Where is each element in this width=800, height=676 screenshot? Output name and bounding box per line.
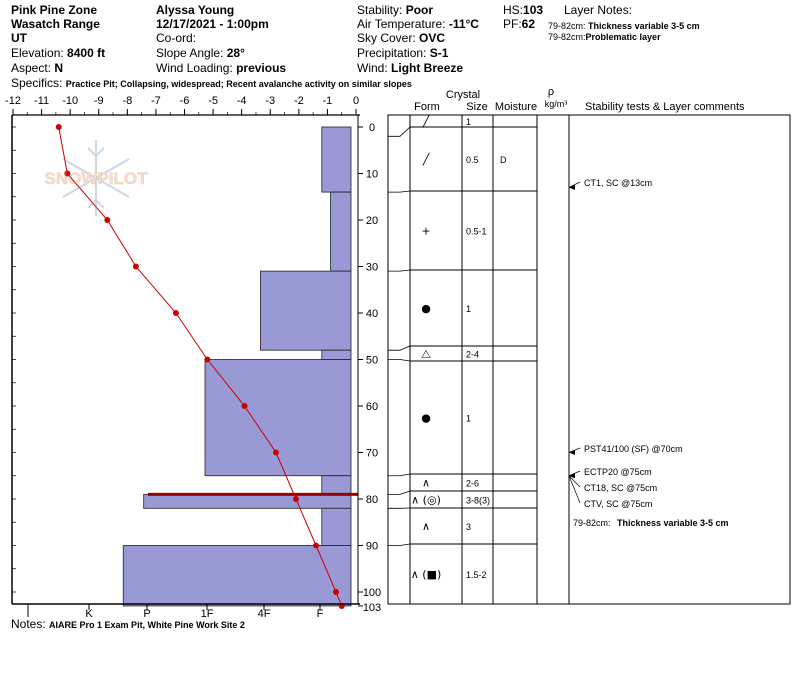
slope-angle-value: 28° <box>226 46 245 60</box>
grain-form: ● <box>421 302 431 315</box>
hardness-bars <box>123 127 358 606</box>
grain-size: 0.5 <box>466 155 479 165</box>
temperature-point <box>273 450 279 456</box>
temperature-point <box>333 589 339 595</box>
depth-tick-label: 90 <box>365 540 379 553</box>
air-temperature-value: -11°C <box>448 17 479 31</box>
aspect-label: Aspect: <box>11 61 52 75</box>
grain-size: 3 <box>466 522 472 532</box>
wind-loading-value: previous <box>236 61 287 75</box>
grain-form: ╱ <box>422 153 430 166</box>
hardness-bar <box>260 271 351 350</box>
layer-comment-depth: 79-82cm: <box>573 518 611 528</box>
air-temperature-label: Air Temperature: <box>357 17 446 31</box>
grain-form: ∧ <box>421 520 431 533</box>
coord-label: Co-ord: <box>156 31 197 45</box>
layer-comment-text: Thickness variable 3-5 cm <box>617 518 729 528</box>
specifics-label: Specifics: <box>11 76 63 90</box>
hardness-tick-label: I <box>26 608 30 620</box>
temp-tick-label: -1 <box>322 95 333 107</box>
stability-test-label: ECTP20 @75cm <box>584 467 652 477</box>
form-header: Form <box>414 101 440 113</box>
layer-note-2-text: Problematic layer <box>585 32 661 42</box>
table-frame <box>388 115 790 604</box>
depth-tick-label: 10 <box>365 168 379 181</box>
grain-form: ∧ (◎) <box>411 493 441 507</box>
penetration-foot-label: PF: <box>503 17 522 31</box>
grain-size: 0.5-1 <box>466 226 487 237</box>
wind-label: Wind: <box>357 61 388 75</box>
grain-size: 2-4 <box>466 349 480 360</box>
temp-tick-label: -6 <box>179 95 190 107</box>
hardness-tick-label: P <box>143 608 151 620</box>
observation-datetime: 12/17/2021 - 1:00pm <box>156 17 269 31</box>
notes <box>11 617 245 631</box>
hardness-bar <box>322 476 351 495</box>
layer-notes-title: Layer Notes: <box>564 3 633 17</box>
test-arrowhead <box>569 450 575 455</box>
test-connector <box>569 476 580 503</box>
depth-tick-label: 70 <box>365 447 379 460</box>
temperature-point <box>293 496 299 502</box>
stability-test-label: CT1, SC @13cm <box>584 178 653 188</box>
layer-note-2-depth: 79-82cm: <box>548 32 586 42</box>
specifics-value: Practice Pit; Collapsing, widespread; Recent avalanche activity on similar slopes <box>65 79 412 89</box>
grain-form: ⧍ <box>420 347 432 361</box>
notes-value: AIARE Pro 1 Exam Pit, White Pine Work Site 2 <box>49 620 245 630</box>
moisture-header: Moisture <box>494 101 538 113</box>
layer-connector <box>388 270 410 271</box>
temp-tick-label: -9 <box>93 95 104 107</box>
sky-cover-value: OVC <box>419 31 446 45</box>
hardness-bar <box>322 508 351 545</box>
temp-tick-label: -3 <box>265 95 276 107</box>
hardness-tick-label: F <box>316 608 324 620</box>
temp-tick-label: 0 <box>352 95 360 107</box>
stability-test-label: CT18, SC @75cm <box>584 483 658 493</box>
layer-connector <box>388 346 410 350</box>
wind-value: Light Breeze <box>391 61 464 75</box>
snowpilot-watermark <box>36 138 156 218</box>
grain-form: ╱ <box>422 115 430 128</box>
hardness-tick-label: K <box>85 608 93 620</box>
temp-tick-label: -12 <box>5 95 21 107</box>
density-unit: kg/m³ <box>544 99 568 109</box>
layer-connector <box>388 491 410 494</box>
layer-connector <box>388 544 410 546</box>
layer-connector <box>388 474 410 476</box>
elevation-label: Elevation: <box>11 46 64 60</box>
grain-form: + <box>421 224 431 238</box>
temperature-point <box>313 543 319 549</box>
temp-tick-label: -5 <box>208 95 218 107</box>
hardness-tick-label: 4F <box>257 608 271 620</box>
crystal-header: Crystal <box>445 89 481 101</box>
size-header: Size <box>466 101 488 113</box>
temp-tick-label: -7 <box>151 95 161 107</box>
problem-layer-marker <box>148 493 358 496</box>
density-symbol: ρ <box>547 86 555 98</box>
stability-value: Poor <box>405 3 434 17</box>
grain-size: 1 <box>466 117 472 127</box>
hardness-tick-label: 1F <box>200 608 214 620</box>
snow-height-label: HS: <box>503 3 524 17</box>
depth-tick-label: 60 <box>365 401 379 413</box>
layer-note-1-text: Thickness variable 3-5 cm <box>588 21 700 31</box>
watermark-text: SNOWPILOT <box>44 169 148 188</box>
temperature-point <box>242 403 248 409</box>
layer-note-1-depth: 79-82cm: <box>548 21 586 31</box>
depth-tick-label: 30 <box>365 261 379 274</box>
temp-tick-label: -8 <box>122 95 133 107</box>
state-name: UT <box>11 31 27 45</box>
elevation-value: 8400 ft <box>67 46 106 60</box>
grain-size: 1 <box>466 304 472 314</box>
grain-form: ● <box>421 411 431 425</box>
depth-tick-label: 80 <box>365 494 379 506</box>
moisture-value: D <box>500 155 507 165</box>
depth-tick-label: 50 <box>365 354 379 367</box>
grain-size: 3-8(3) <box>466 495 491 506</box>
hardness-bar <box>123 546 351 606</box>
depth-tick-label: 40 <box>365 308 379 320</box>
hardness-bar <box>331 192 351 271</box>
notes-label: Notes: <box>11 617 46 631</box>
grain-form: ∧ (■) <box>410 568 442 581</box>
hardness-bar <box>322 127 351 192</box>
temperature-point <box>204 357 210 363</box>
grain-size: 2-6 <box>466 478 480 489</box>
stratigraphy-table <box>388 86 790 604</box>
slope-angle-label: Slope Angle: <box>156 46 224 60</box>
depth-tick-label: 103 <box>362 601 382 614</box>
penetration-foot-value: 62 <box>521 17 536 31</box>
depth-tick-label: 0 <box>368 122 376 134</box>
temperature-point <box>56 124 62 130</box>
depth-tick-label: 100 <box>362 587 382 599</box>
temp-tick-label: -4 <box>236 95 247 107</box>
range-name: Wasatch Range <box>11 17 100 31</box>
layer-connector <box>388 360 410 362</box>
grain-form: ∧ <box>421 476 431 490</box>
temp-tick-label: -10 <box>62 95 79 107</box>
grain-size: 1.5-2 <box>466 570 487 580</box>
hardness-bar <box>322 350 351 359</box>
layer-connector <box>388 127 410 136</box>
wind-loading-label: Wind Loading: <box>156 61 233 75</box>
stability-test-label: PST41/100 (SF) @70cm <box>584 444 683 454</box>
temperature-point <box>173 310 179 316</box>
stability-test-label: CTV, SC @75cm <box>584 499 653 509</box>
layer-connector <box>388 191 410 192</box>
precipitation-label: Precipitation: <box>357 46 427 60</box>
temperature-point <box>133 264 139 270</box>
location-name: Pink Pine Zone <box>11 3 98 17</box>
temp-tick-label: -11 <box>34 95 50 107</box>
hardness-bar <box>144 494 351 508</box>
snow-height-value: 103 <box>523 3 544 17</box>
comments-header: Stability tests & Layer comments <box>585 101 745 113</box>
temp-tick-label: -2 <box>293 95 304 107</box>
precipitation-value: S-1 <box>429 46 449 60</box>
sky-cover-label: Sky Cover: <box>357 31 416 45</box>
observer-name: Alyssa Young <box>156 3 235 17</box>
depth-tick-label: 20 <box>365 215 379 227</box>
stability-label: Stability: <box>357 3 403 17</box>
aspect-value: N <box>54 61 64 75</box>
grain-size: 1 <box>466 413 472 424</box>
